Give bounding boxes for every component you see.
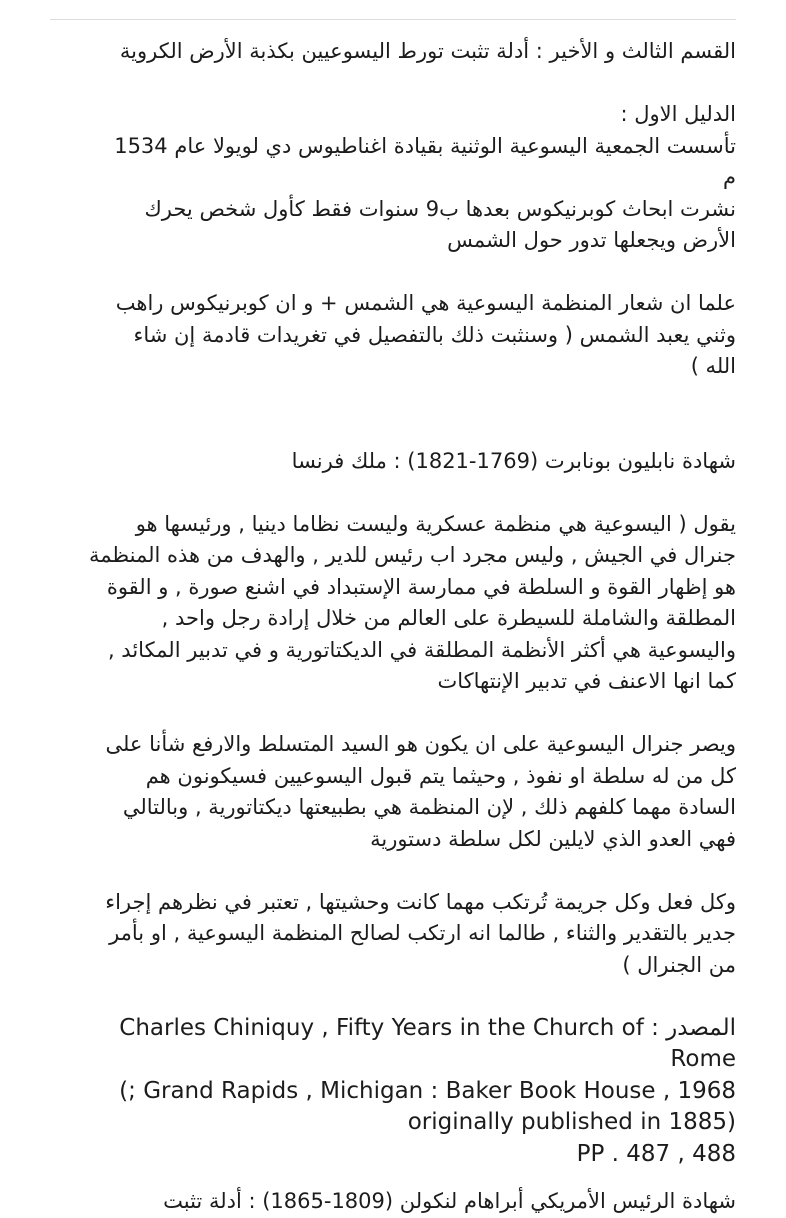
top-divider — [50, 19, 736, 20]
paragraph-gap — [50, 257, 736, 289]
paragraph-gap — [50, 855, 736, 887]
text-line: ويصر جنرال اليسوعية على ان يكون هو السيد المتسلط والارفع شأنا على — [105, 732, 736, 756]
paragraph-gap — [50, 383, 736, 446]
paragraph-gap — [50, 68, 736, 100]
quote-paragraph-3 — [50, 887, 736, 982]
source-line: Rome — [670, 1046, 736, 1072]
source-citation — [50, 1013, 736, 1171]
text-line: شهادة نابليون بونابرت (1769-1821) : ملك فرنسا — [291, 448, 736, 473]
proof-one-paragraph — [50, 99, 736, 257]
quote-paragraph-1 — [50, 509, 736, 698]
text-line: من الجنرال ) — [622, 952, 736, 977]
text-line: يقول ( اليسوعية هي منظمة عسكرية وليست نظاما دينيا , ورئيسها هو — [135, 511, 736, 536]
text-line: المطلقة والشاملة للسيطرة على العالم من خلال إرادة رجل واحد , — [161, 606, 736, 630]
text-line: الأرض ويجعلها تدور حول الشمس — [447, 228, 736, 252]
symbol-note-paragraph — [50, 288, 736, 383]
text-line: هو إظهار القوة و السلطة في ممارسة الإستبداد في اشنع صورة , و القوة — [106, 574, 736, 599]
text-line: نشرت ابحاث كوبرنيكوس بعدها ب9 سنوات فقط كأول شخص يحرك — [144, 196, 736, 221]
paragraph-gap — [50, 698, 736, 730]
source-line: Grand Rapids , Michigan : Baker Book House , 1968 ;) — [119, 1077, 736, 1104]
section-heading — [50, 36, 736, 68]
proof-one-title: الدليل الاول : — [620, 102, 736, 126]
text-line: تأسست الجمعية اليسوعية الوثنية بقيادة اغناطيوس دي لويولا عام 1534 — [114, 133, 736, 158]
text-line: جنرال في الجيش , وليس مجرد اب رئيس للدير , والهدف من هذه المنظمة — [89, 543, 736, 567]
text-line: جدير بالتقدير والثناء , طالما انه ارتكب لصالح المنظمة اليسوعية , او بأمر — [109, 921, 736, 945]
text-line: م — [722, 165, 736, 189]
paragraph-gap — [50, 981, 736, 1013]
text-line: واليسوعية هي أكثر الأنظمة المطلقة في الديكتاتورية و في تدبير المكائد , — [107, 637, 736, 662]
testimony-heading — [50, 446, 736, 478]
post-body — [50, 36, 736, 1170]
text-line: علما ان شعار المنظمة اليسوعية هي الشمس + و ان كوبرنيكوس راهب — [115, 291, 736, 315]
text-line: وثني يعبد الشمس ( وسنثبت ذلك بالتفصيل في تغريدات قادمة إن شاء — [133, 322, 736, 347]
text-line: وكل فعل وكل جريمة تُرتكب مهما كانت وحشيتها , تعتبر في نظرهم إجراء — [105, 889, 736, 914]
clipped-next-line — [50, 1186, 736, 1213]
text-line: فهي العدو الذي لايلين لكل سلطة دستورية — [370, 826, 736, 851]
source-line: (originally published in 1885 — [407, 1109, 736, 1135]
paragraph-gap — [50, 477, 736, 509]
text-line: كما انها الاعنف في تدبير الإنتهاكات — [437, 669, 736, 693]
text-line: الله ) — [690, 354, 736, 378]
text-line: السادة مهما كلفهم ذلك , لإن المنظمة هي بطبيعتها ديكتاتورية , وبالتالي — [122, 795, 736, 819]
text-line: كل من له سلطة او نفوذ , وحيثما يتم قبول اليسوعيين فسيكونون هم — [145, 763, 736, 788]
clipped-text: شهادة الرئيس الأمريكي أبراهام لنكولن (1809-1865) : أدلة تثبت — [163, 1189, 736, 1213]
quote-paragraph-2 — [50, 729, 736, 855]
source-line: PP . 487 , 488 — [576, 1140, 736, 1167]
heading-line: القسم الثالث و الأخير : أدلة تثبت تورط اليسوعيين بكذبة الأرض الكروية — [119, 39, 736, 63]
source-line: المصدر : Charles Chiniquy , Fifty Years in the Church of — [119, 1014, 736, 1041]
